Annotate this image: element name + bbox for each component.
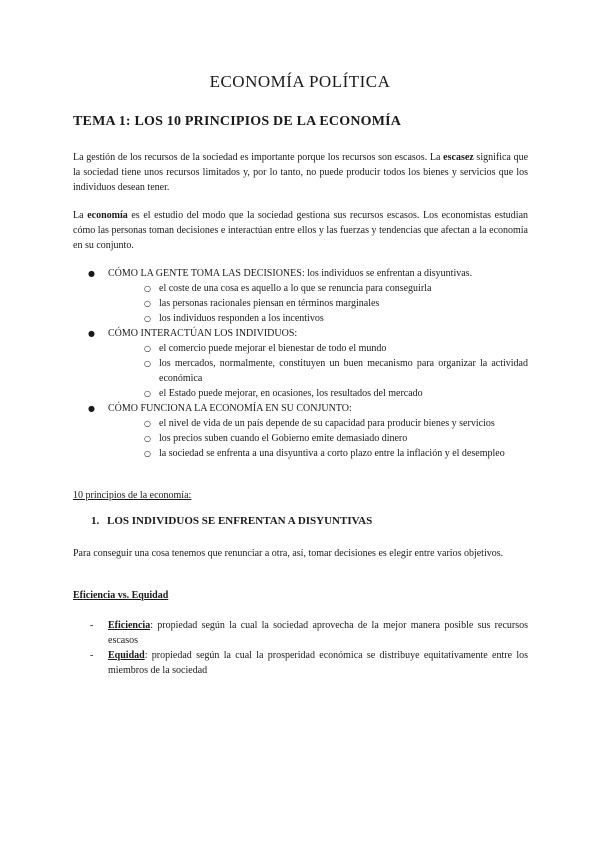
paragraph-text: significa que la sociedad tiene unos recursos limitados y, por lo tanto, no puede producir todos los bienes y servicios que los individuos desean tener. xyxy=(73,152,529,193)
sub-item: ○ el Estado puede mejorar, en ocasiones, los resultados del mercado xyxy=(144,386,528,401)
sub-item: ○ las personas racionales piensan en términos marginales xyxy=(144,296,528,311)
outline-heading-tail: : los individuos se enfrentan a disyuntivas. xyxy=(301,268,473,279)
definitions-list xyxy=(90,618,528,678)
paragraph-economy xyxy=(73,208,528,253)
principles-outline xyxy=(88,266,528,461)
sub-list xyxy=(144,341,528,401)
efficiency-equity-heading: Eficiencia vs. Equidad xyxy=(73,590,169,601)
paragraph-text: La xyxy=(73,210,88,221)
sub-item: ○ la sociedad se enfrenta a una disyuntiva a corto plazo entre la inflación y el desempleo xyxy=(144,446,528,461)
definition-text: : propiedad según la cual la prosperidad económica se distribuye equitativamente entre los miembros de la sociedad xyxy=(108,650,528,676)
document-title: ECONOMÍA POLÍTICA xyxy=(209,72,391,91)
section-number: 1. xyxy=(91,515,100,527)
sub-item: ○ el comercio puede mejorar el bienestar de todo el mundo xyxy=(144,341,528,356)
definition-text: : propiedad según la cual la sociedad aprovecha de la mejor manera posible sus recursos escasos xyxy=(108,620,528,646)
sub-list xyxy=(144,416,528,461)
definition-item xyxy=(90,618,528,648)
outline-heading-tail: : xyxy=(294,328,298,339)
section-title: LOS INDIVIDUOS SE ENFRENTAN A DISYUNTIVAS xyxy=(107,515,373,527)
section-heading xyxy=(91,515,372,527)
principles-label: 10 principios de la economía: xyxy=(73,490,192,501)
term-economia: economía xyxy=(87,210,128,221)
outline-heading-tail: : xyxy=(348,403,352,414)
outline-heading: CÓMO INTERACTÚAN LOS INDIVIDUOS xyxy=(108,328,295,339)
paragraph-text: es el estudio del modo que la sociedad gestiona sus recursos escasos. Los economistas estudian cómo las personas toman decisiones e interactúan entre ellos y las fuerzas y tendencias que afectan a la economía en su conjunto. xyxy=(73,210,529,251)
sub-item: ○ el coste de una cosa es aquello a lo que se renuncia para conseguirla xyxy=(144,281,528,296)
term-escasez: escasez xyxy=(443,152,474,163)
outline-item xyxy=(88,326,528,401)
sub-item: ○ el nivel de vida de un país depende de su capacidad para producir bienes y servicios xyxy=(144,416,528,431)
outline-item xyxy=(88,401,528,461)
outline-heading: CÓMO FUNCIONA LA ECONOMÍA EN SU CONJUNTO xyxy=(108,403,349,414)
definition-term: Equidad xyxy=(108,650,145,661)
definition-item xyxy=(90,648,528,678)
sub-item: ○ los individuos responden a los incentivos xyxy=(144,311,528,326)
paragraph-scarcity xyxy=(73,150,528,195)
sub-list xyxy=(144,281,528,326)
topic-heading: TEMA 1: LOS 10 PRINCIPIOS DE LA ECONOMÍA xyxy=(73,114,402,129)
sub-item: ○ los precios suben cuando el Gobierno emite demasiado dinero xyxy=(144,431,528,446)
outline-item xyxy=(88,266,528,326)
definition-term: Eficiencia xyxy=(108,620,151,631)
outline-heading: CÓMO LA GENTE TOMA LAS DECISIONES xyxy=(108,268,302,279)
sub-item: ○ los mercados, normalmente, constituyen un buen mecanismo para organizar la actividad económica xyxy=(144,356,528,386)
paragraph-text: La gestión de los recursos de la sociedad es importante porque los recursos son escasos. La xyxy=(73,152,444,163)
paragraph-tradeoffs: Para conseguir una cosa tenemos que renunciar a otra, así, tomar decisiones es elegir entre varios objetivos. xyxy=(73,548,504,559)
